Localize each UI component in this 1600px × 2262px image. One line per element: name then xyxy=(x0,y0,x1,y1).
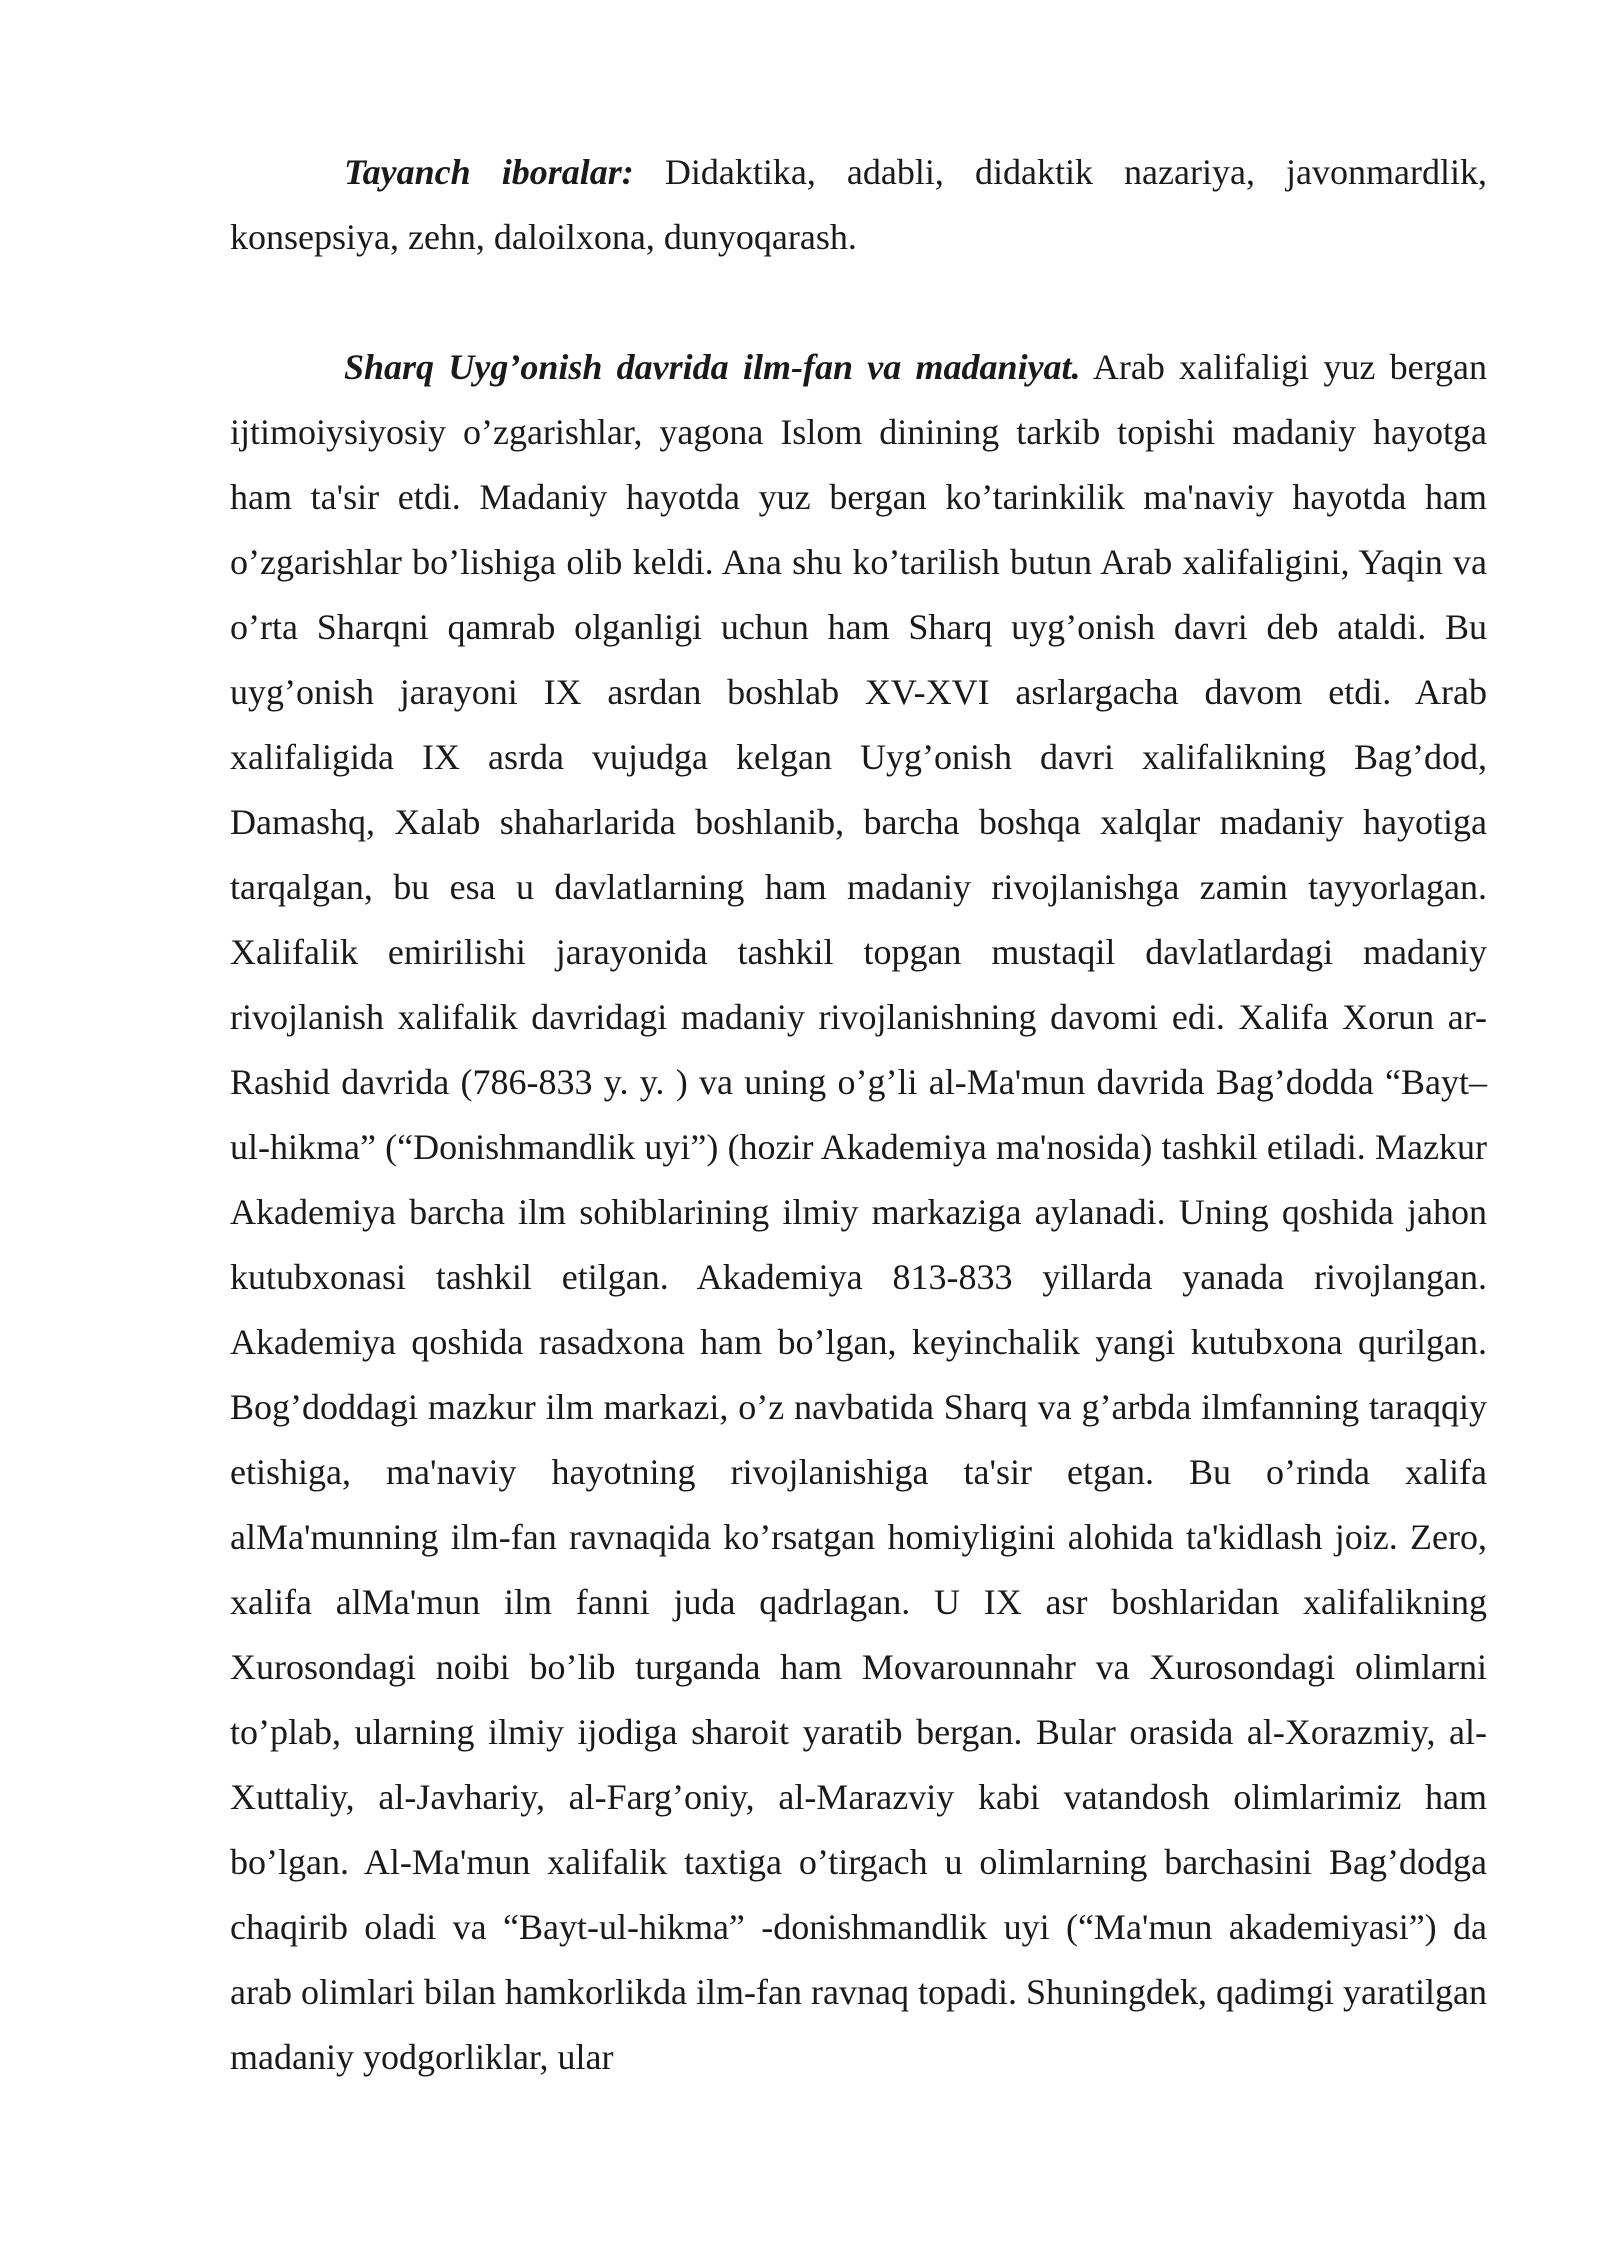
section-heading: Sharq Uyg’onish davrida ilm-fan va madaniyat. xyxy=(344,347,1081,387)
document-page xyxy=(230,140,1487,2090)
keywords-paragraph xyxy=(230,140,1487,270)
section-paragraph xyxy=(230,335,1487,2090)
keywords-text: Didaktika, adabli, didaktik nazariya, javonmardlik, konsepsiya, zehn, daloilxona, dunyoqarash. xyxy=(230,152,1488,257)
section-body: Arab xalifaligi yuz bergan ijtimoiysiyosiy o’zgarishlar, yagona Islom dinining tarkib topishi madaniy hayotga ham ta'sir etdi. Madaniy hayotda yuz bergan ko’tarinkilik ma'naviy hayotda ham o’zgarishlar bo’lishiga olib keldi. Ana shu ko’tarilish butun Arab xalifaligini, Yaqin va o’rta Sharqni qamrab olganligi uchun ham Sharq uyg’onish davri deb ataldi. Bu uyg’onish jarayoni IX asrdan boshlab XV-XVI asrlargacha davom etdi. Arab xalifaligida IX asrda vujudga kelgan Uyg’onish davri xalifalikning Bag’dod, Damashq, Xalab shaharlarida boshlanib, barcha boshqa xalqlar madaniy hayotiga tarqalgan, bu esa u davlatlarning ham madaniy rivojlanishga zamin tayyorlagan. Xalifalik emirilishi jarayonida tashkil topgan mustaqil davlatlardagi madaniy rivojlanish xalifalik davridagi madaniy rivojlanishning davomi edi. Xalifa Xorun ar-Rashid davrida (786-833 y. y. ) va uning o’g’li al-Ma'mun davrida Bag’dodda “Bayt–ul-hikma” (“Donishmandlik uyi”) (hozir Akademiya ma'nosida) tashkil etiladi. Mazkur Akademiya barcha ilm sohiblarining ilmiy markaziga aylanadi. Uning qoshida jahon kutubxonasi tashkil etilgan. Akademiya 813-833 yillarda yanada rivojlangan. Akademiya qoshida rasadxona ham bo’lgan, keyinchalik yangi kutubxona qurilgan. Bog’doddagi mazkur ilm markazi, o’z navbatida Sharq va g’arbda ilmfanning taraqqiy etishiga, ma'naviy hayotning rivojlanishiga ta'sir etgan. Bu o’rinda xalifa alMa'munning ilm-fan ravnaqida ko’rsatgan homiyligini alohida ta'kidlash joiz. Zero, xalifa alMa'mun ilm fanni juda qadrlagan. U IX asr boshlaridan xalifalikning Xurosondagi noibi bo’lib turganda ham Movarounnahr va Xurosondagi olimlarni to’plab, ularning ilmiy ijodiga sharoit yaratib bergan. Bular orasida al-Xorazmiy, al-Xuttaliy, al-Javhariy, al-Farg’oniy, al-Marazviy kabi vatandosh olimlarimiz ham bo’lgan. Al-Ma'mun xalifalik taxtiga o’tirgach u olimlarning barchasini Bag’dodga chaqirib oladi va “Bayt-ul-hikma” -donishmandlik uyi (“Ma'mun akademiyasi”) da arab olimlari bilan hamkorlikda ilm-fan ravnaq topadi. Shuningdek, qadimgi yaratilgan madaniy yodgorliklar, ular xyxy=(230,347,1487,2077)
keywords-label: Tayanch iboralar: xyxy=(344,152,634,192)
